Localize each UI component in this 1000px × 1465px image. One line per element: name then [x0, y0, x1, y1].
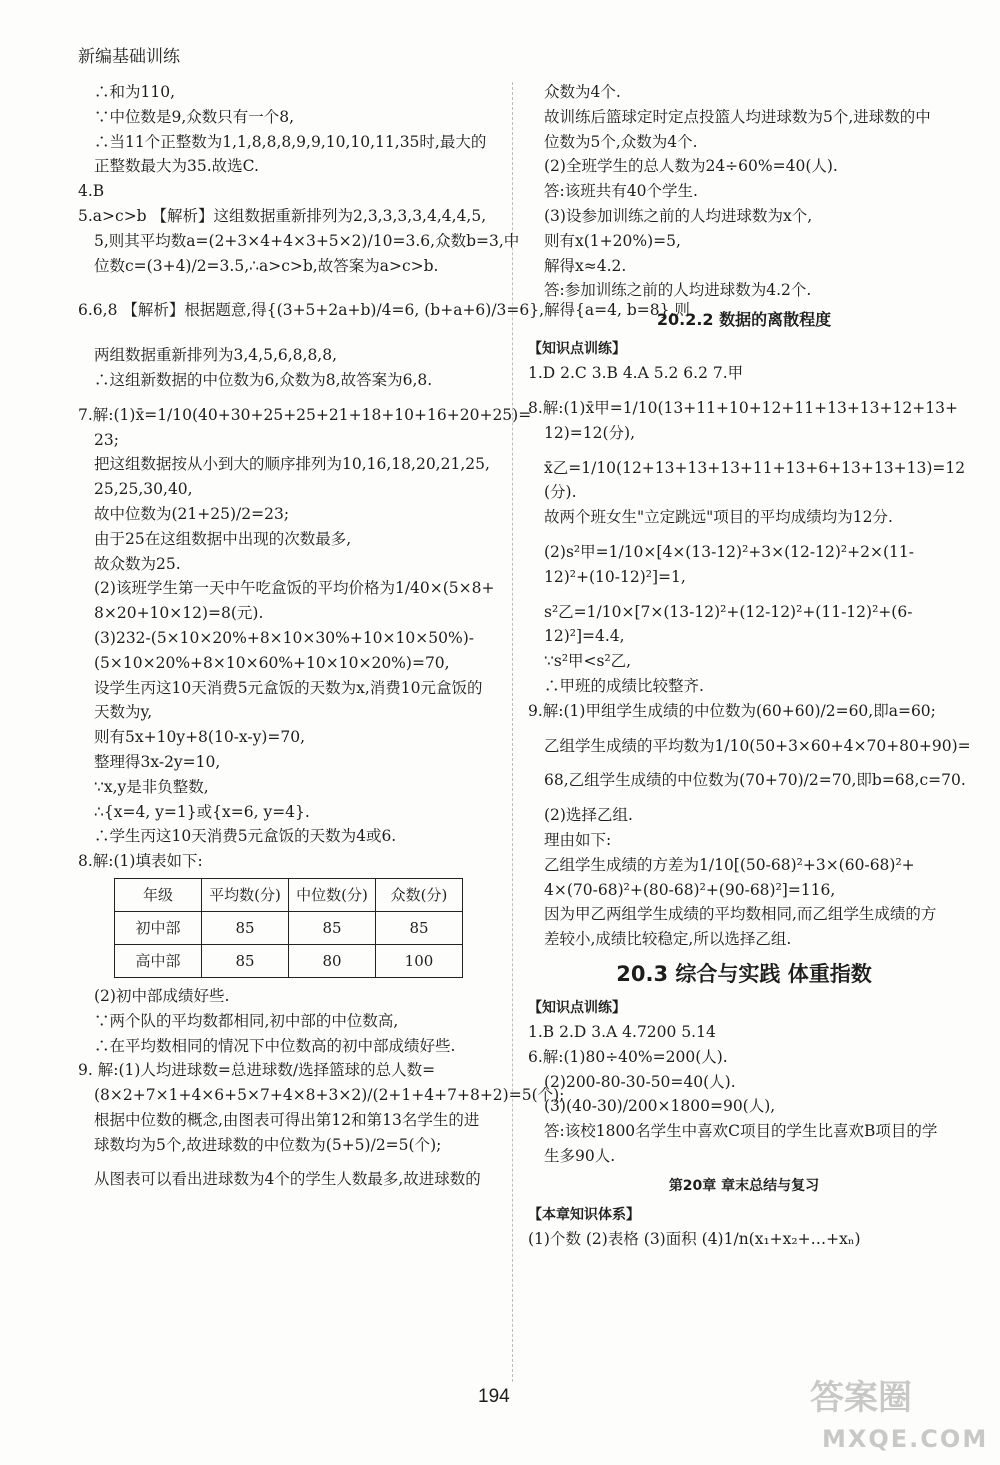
text-line	[78, 323, 498, 343]
text-line: (2)该班学生第一天中午吃盒饭的平均价格为1/40×(5×8+	[94, 579, 495, 598]
text-line: 故训练后篮球定时定点投篮人均进球数为5个,进球数的中	[544, 107, 931, 126]
text-line	[528, 446, 960, 456]
text-line: ∴和为110,	[94, 83, 176, 101]
text-line: 12)=12(分),	[544, 423, 636, 442]
text-line: 正整数最大为35.故选C.	[94, 157, 259, 176]
page-number: 194	[478, 1386, 510, 1407]
text-line: (3)232-(5×10×20%+8×10×30%+10×10×50%)-	[94, 628, 474, 647]
text-line: 5.a>c>b 【解析】这组数据重新排列为2,3,3,3,3,4,4,4,5,	[78, 206, 487, 225]
text-line: (3)(40-30)/200×1800=90(人),	[544, 1097, 776, 1116]
watermark-url: MXQE.COM	[822, 1425, 989, 1453]
section-heading: 20.2.2 数据的离散程度	[656, 310, 832, 330]
text-line: 天数为y,	[94, 703, 153, 722]
table-cell: 100	[376, 944, 463, 977]
text-line	[528, 758, 960, 768]
table-header-cell: 年级	[115, 878, 202, 911]
text-line: 两组数据重新排列为3,4,5,6,8,8,8,	[94, 346, 338, 365]
table-header-cell: 众数(分)	[376, 878, 463, 911]
section-heading: 第20章 章末总结与复习	[668, 1177, 820, 1194]
text-line: 12)²]=4.4,	[544, 627, 625, 646]
text-line	[528, 793, 960, 803]
text-line: 答:该校1800名学生中喜欢C项目的学生比喜欢B项目的学	[544, 1122, 938, 1141]
table-row	[115, 911, 463, 944]
right-column	[528, 80, 971, 1251]
table-row	[115, 944, 463, 977]
text-line: 答:参加训练之前的人均进球数为4.2个.	[544, 281, 812, 300]
text-line: 7.解:(1)x̄=1/10(40+30+25+25+21+18+10+16+20+25)=	[78, 405, 532, 424]
text-line: 设学生丙这10天消费5元盒饭的天数为x,消费10元盒饭的	[94, 678, 483, 697]
text-line	[528, 724, 960, 734]
text-line: 1.D 2.C 3.B 4.A 5.2 6.2 7.甲	[528, 364, 744, 383]
section-tag: 【知识点训练】	[528, 999, 626, 1016]
text-line: (2)选择乙组.	[544, 806, 633, 825]
text-line: 生多90人.	[544, 1146, 616, 1165]
text-line: 差较小,成绩比较稳定,所以选择乙组.	[544, 930, 792, 949]
right-lines	[528, 80, 971, 1251]
text-line: 众数为4个.	[544, 83, 621, 101]
text-line: 1.B 2.D 3.A 4.7200 5.14	[528, 1022, 716, 1041]
text-line: 8×20+10×12)=8(元).	[94, 604, 264, 623]
text-line: 25,25,30,40,	[94, 480, 193, 499]
text-line	[528, 590, 960, 600]
section-tag: 【知识点训练】	[528, 341, 626, 358]
table-cell: 高中部	[115, 944, 202, 977]
text-line: 因为甲乙两组学生成绩的平均数相同,而乙组学生成绩的方	[544, 905, 937, 924]
text-line: 12)²+(10-12)²]=1,	[544, 567, 686, 586]
text-line	[528, 530, 960, 540]
text-line: 位数c=(3+4)/2=3.5,∴a>c>b,故答案为a>c>b.	[94, 256, 439, 275]
text-line: (2)初中部成绩好些.	[94, 986, 230, 1005]
text-line	[528, 386, 960, 396]
text-line: (8×2+7×1+4×6+5×7+4×8+3×2)/(2+1+4+7+8+2)=5(个);	[94, 1086, 565, 1105]
text-line: 整理得3x-2y=10,	[94, 752, 221, 771]
text-line: 8.解:(1)x̄甲=1/10(13+11+10+12+11+13+13+12+13+	[528, 398, 958, 417]
text-line: ∴{x=4, y=1}或{x=6, y=4}.	[94, 802, 310, 821]
text-line: 位数为5个,众数为4个.	[544, 132, 698, 151]
text-line: 故两个班女生"立定跳远"项目的平均成绩均为12分.	[544, 508, 893, 527]
text-line: 把这组数据按从小到大的顺序排列为10,16,18,20,21,25,	[94, 455, 490, 474]
text-line: ∵s²甲<s²乙,	[544, 652, 632, 671]
section-heading: 20.3 综合与实践 体重指数	[616, 961, 872, 986]
text-line: 23;	[94, 430, 119, 449]
table-cell: 85	[289, 911, 376, 944]
table-header-cell: 中位数(分)	[289, 878, 376, 911]
text-line: 球数均为5个,故进球数的中位数为(5+5)/2=5(个);	[94, 1135, 442, 1154]
text-line: (2)全班学生的总人数为24÷60%=40(人).	[544, 157, 838, 176]
left-lines-after-table	[78, 984, 565, 1192]
text-line: 9.解:(1)甲组学生成绩的中位数为(60+60)/2=60,即a=60;	[528, 701, 936, 720]
score-table	[114, 878, 463, 978]
text-line: 9. 解:(1)人均进球数=总进球数/选择篮球的总人数=	[78, 1061, 436, 1080]
text-line: 4.B	[78, 182, 105, 201]
text-line: ∵中位数是9,众数只有一个8,	[94, 107, 295, 126]
text-line: 则有5x+10y+8(10-x-y)=70,	[94, 728, 306, 747]
section-tag: 【本章知识体系】	[528, 1206, 640, 1223]
column-divider	[512, 82, 513, 1382]
text-line: x̄乙=1/10(12+13+13+13+11+13+6+13+13+13)=12	[544, 458, 966, 477]
text-line: ∵x,y是非负整数,	[94, 777, 209, 796]
text-line: (分).	[544, 483, 577, 502]
text-line: ∴在平均数相同的情况下中位数高的初中部成绩好些.	[94, 1036, 456, 1055]
text-line: ∴当11个正整数为1,1,8,8,8,9,9,10,10,11,35时,最大的	[94, 132, 487, 151]
text-line: 答:该班共有40个学生.	[544, 182, 698, 201]
text-line: 故中位数为(21+25)/2=23;	[94, 504, 290, 523]
text-line: (2)s²甲=1/10×[4×(13-12)²+3×(12-12)²+2×(11-	[544, 542, 914, 561]
text-line: 5,则其平均数a=(2+3×4+4×3+5×2)/10=3.6,众数b=3,中	[94, 231, 520, 250]
text-line	[78, 393, 498, 403]
text-line: (5×10×20%+8×10×60%+10×10×20%)=70,	[94, 653, 450, 672]
text-line: 8.解:(1)填表如下:	[78, 852, 203, 871]
text-line: 68,乙组学生成绩的中位数为(70+70)/2=70,即b=68,c=70.	[544, 771, 966, 790]
text-line: 则有x(1+20%)=5,	[544, 231, 681, 250]
text-line: 由于25在这组数据中出现的次数最多,	[94, 529, 352, 548]
text-line: 故众数为25.	[94, 554, 181, 573]
table-cell: 初中部	[115, 911, 202, 944]
text-line: ∴这组新数据的中位数为6,众数为8,故答案为6,8.	[94, 370, 433, 389]
table-cell: 85	[376, 911, 463, 944]
table-header-cell: 平均数(分)	[202, 878, 289, 911]
text-line: (1)个数 (2)表格 (3)面积 (4)1/n(x₁+x₂+…+xₙ)	[528, 1229, 861, 1248]
watermark-logo: 答案圈	[810, 1378, 912, 1418]
text-line	[78, 1157, 498, 1167]
text-line: 6.解:(1)80÷40%=200(人).	[528, 1047, 728, 1066]
table-cell: 80	[289, 944, 376, 977]
text-line: 从图表可以看出进球数为4个的学生人数最多,故进球数的	[94, 1170, 481, 1189]
text-line: 4×(70-68)²+(80-68)²+(90-68)²]=116,	[544, 880, 836, 899]
text-line: ∴学生丙这10天消费5元盒饭的天数为4或6.	[94, 827, 397, 846]
text-line: s²乙=1/10×[7×(13-12)²+(12-12)²+(11-12)²+(6-	[544, 602, 913, 621]
table-cell: 85	[202, 911, 289, 944]
text-line: 6.6,8 【解析】根据题意,得{(3+5+2a+b)/4=6, (b+a+6)/3=6},解得{a=4, b=8},则	[78, 301, 690, 320]
text-line: 乙组学生成绩的方差为1/10[(50-68)²+3×(60-68)²+	[544, 855, 915, 874]
text-line: ∵两个队的平均数都相同,初中部的中位数高,	[94, 1011, 399, 1030]
text-line: 解得x≈4.2.	[544, 256, 627, 275]
text-line: 乙组学生成绩的平均数为1/10(50+3×60+4×70+80+90)=	[544, 736, 971, 755]
text-line: ∴甲班的成绩比较整齐.	[544, 676, 704, 695]
book-title: 新编基础训练	[78, 47, 180, 67]
text-line	[78, 278, 498, 298]
text-line: (3)设参加训练之前的人均进球数为x个,	[544, 206, 813, 225]
text-line: (2)200-80-30-50=40(人).	[544, 1072, 736, 1091]
text-line: 根据中位数的概念,由图表可得出第12和第13名学生的进	[94, 1110, 480, 1129]
table-cell: 85	[202, 944, 289, 977]
text-line: 理由如下:	[544, 830, 612, 849]
table-header-row	[115, 878, 463, 911]
